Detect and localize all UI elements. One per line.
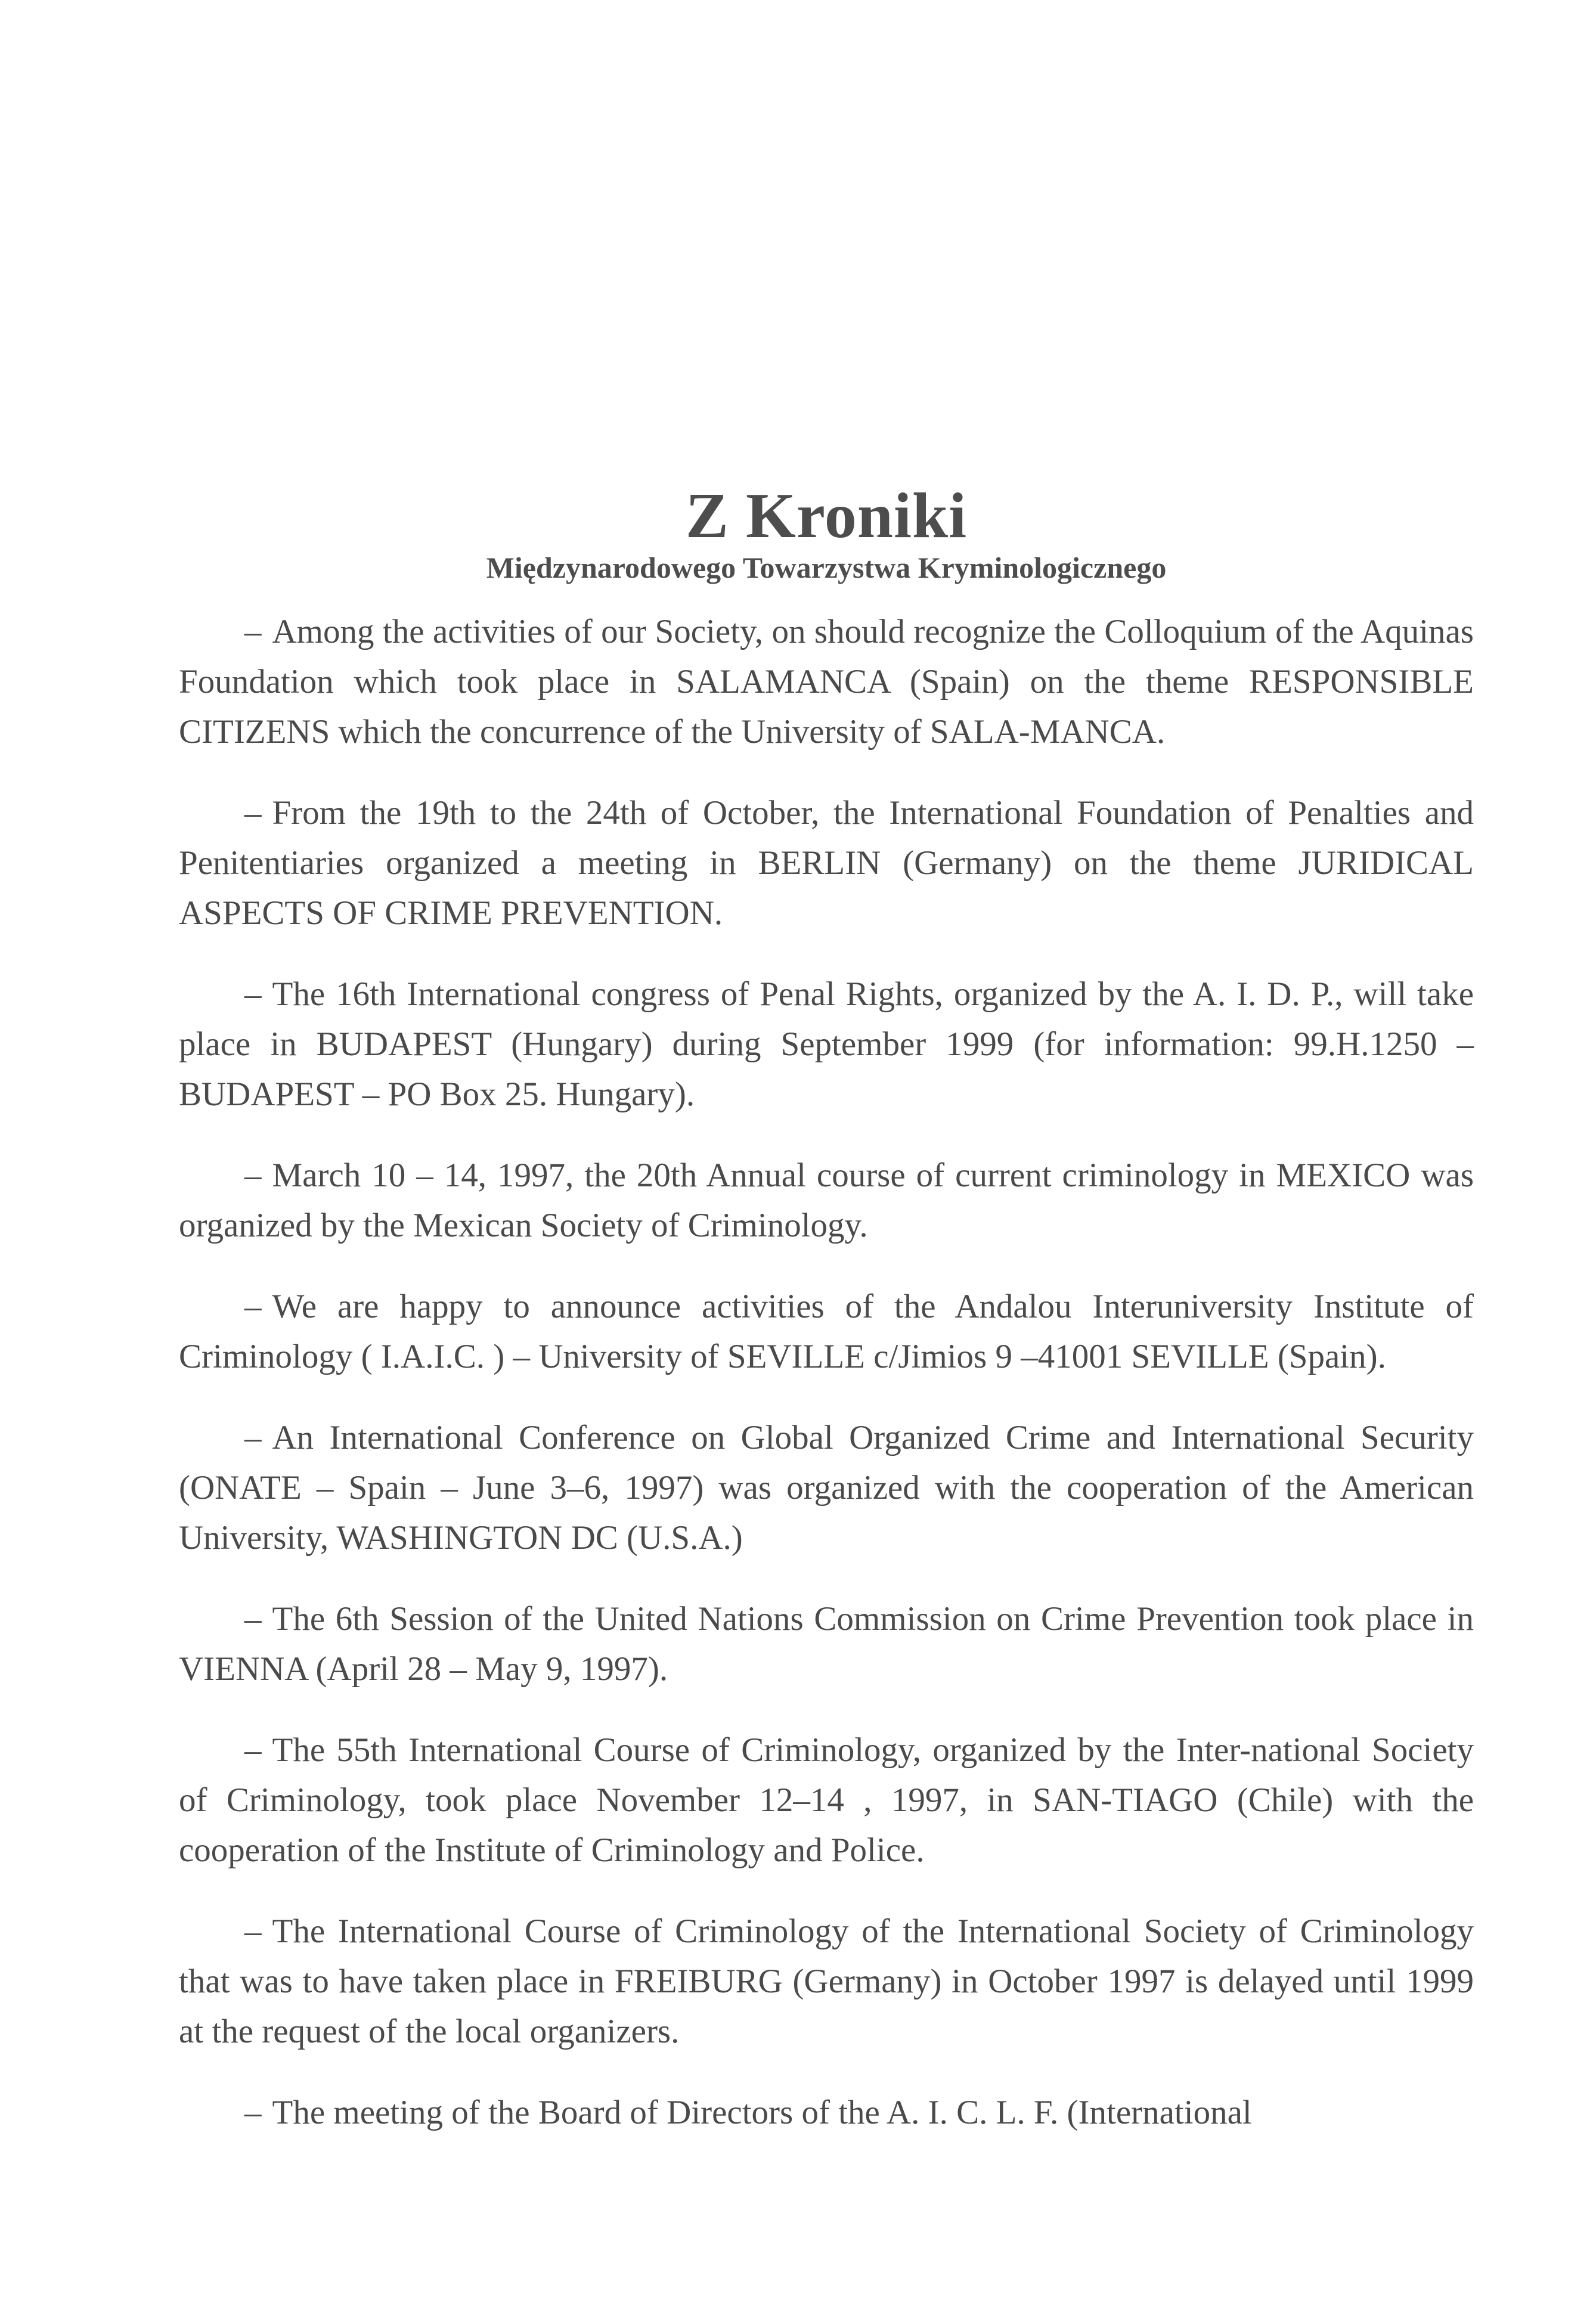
entry-text: An International Conference on Global Organized Crime and International Security (ONATE – Spain – June 3–6, 1997) was organized with the cooperation of the American University, WASHINGTON DC (U.S.A.)	[179, 1419, 1474, 1557]
chronicle-entries	[179, 607, 1474, 2169]
entry-text: The 6th Session of the United Nations Commission on Crime Prevention took place in VIENNA (April 28 – May 9, 1997).	[179, 1600, 1474, 1688]
entry-dash: –	[244, 1288, 262, 1325]
entry-dash: –	[244, 1912, 262, 1950]
entry-text: March 10 – 14, 1997, the 20th Annual course of current criminology in MEXICO was organized by the Mexican Society of Criminology.	[179, 1157, 1474, 1244]
entry-text: We are happy to announce activities of the Andalou Interuniversity Institute of Criminology ( I.A.I.C. ) – University of SEVILLE c/Jimios 9 –41001 SEVILLE (Spain).	[179, 1288, 1474, 1375]
entry-text: The meeting of the Board of Directors of the A. I. C. L. F. (International	[272, 2094, 1252, 2131]
entry-dash: –	[244, 613, 262, 650]
entry-text: The 55th International Course of Criminology, organized by the Inter-national Society of Criminology, took place November 12–14 , 1997, in SAN-TIAGO (Chile) with the cooperation of the Institute of Criminology and Police.	[179, 1731, 1474, 1869]
chronicle-entry	[179, 2088, 1474, 2138]
chronicle-entry	[179, 969, 1474, 1120]
chronicle-entry	[179, 1594, 1474, 1694]
chronicle-entry	[179, 1907, 1474, 2057]
entry-dash: –	[244, 1419, 262, 1456]
entry-dash: –	[244, 975, 262, 1013]
entry-dash: –	[244, 1157, 262, 1194]
entry-dash: –	[244, 794, 262, 832]
chronicle-entry	[179, 1725, 1474, 1876]
entry-text: The International Course of Criminology of the International Society of Criminology that was to have taken place in FREIBURG (Germany) in October 1997 is delayed until 1999 at the request of the local organizers.	[179, 1912, 1474, 2050]
page-title: Z Kroniki	[685, 481, 968, 552]
chronicle-entry	[179, 607, 1474, 757]
entry-text: The 16th International congress of Penal Rights, organized by the A. I. D. P., will take place in BUDAPEST (Hungary) during September 1999 (for information: 99.H.1250 – BUDAPEST – PO Box 25. Hungary).	[179, 975, 1474, 1113]
chronicle-entry	[179, 1151, 1474, 1251]
entry-text: Among the activities of our Society, on should recognize the Colloquium of the Aquinas Foundation which took place in SALAMANCA (Spain) on the theme RESPONSIBLE CITIZENS which the concurrence of the University of SALA-MANCA.	[179, 613, 1474, 751]
entry-dash: –	[244, 1600, 262, 1638]
entry-dash: –	[244, 1731, 262, 1769]
entry-text: From the 19th to the 24th of October, the International Foundation of Penalties and Penitentiaries organized a meeting in BERLIN (Germany) on the theme JURIDICAL ASPECTS OF CRIME PREVENTION.	[179, 794, 1474, 932]
page-subtitle: Międzynarodowego Towarzystwa Kryminologicznego	[486, 550, 1167, 584]
entry-dash: –	[244, 2094, 262, 2131]
chronicle-entry	[179, 1413, 1474, 1563]
chronicle-entry	[179, 788, 1474, 938]
chronicle-entry	[179, 1282, 1474, 1382]
